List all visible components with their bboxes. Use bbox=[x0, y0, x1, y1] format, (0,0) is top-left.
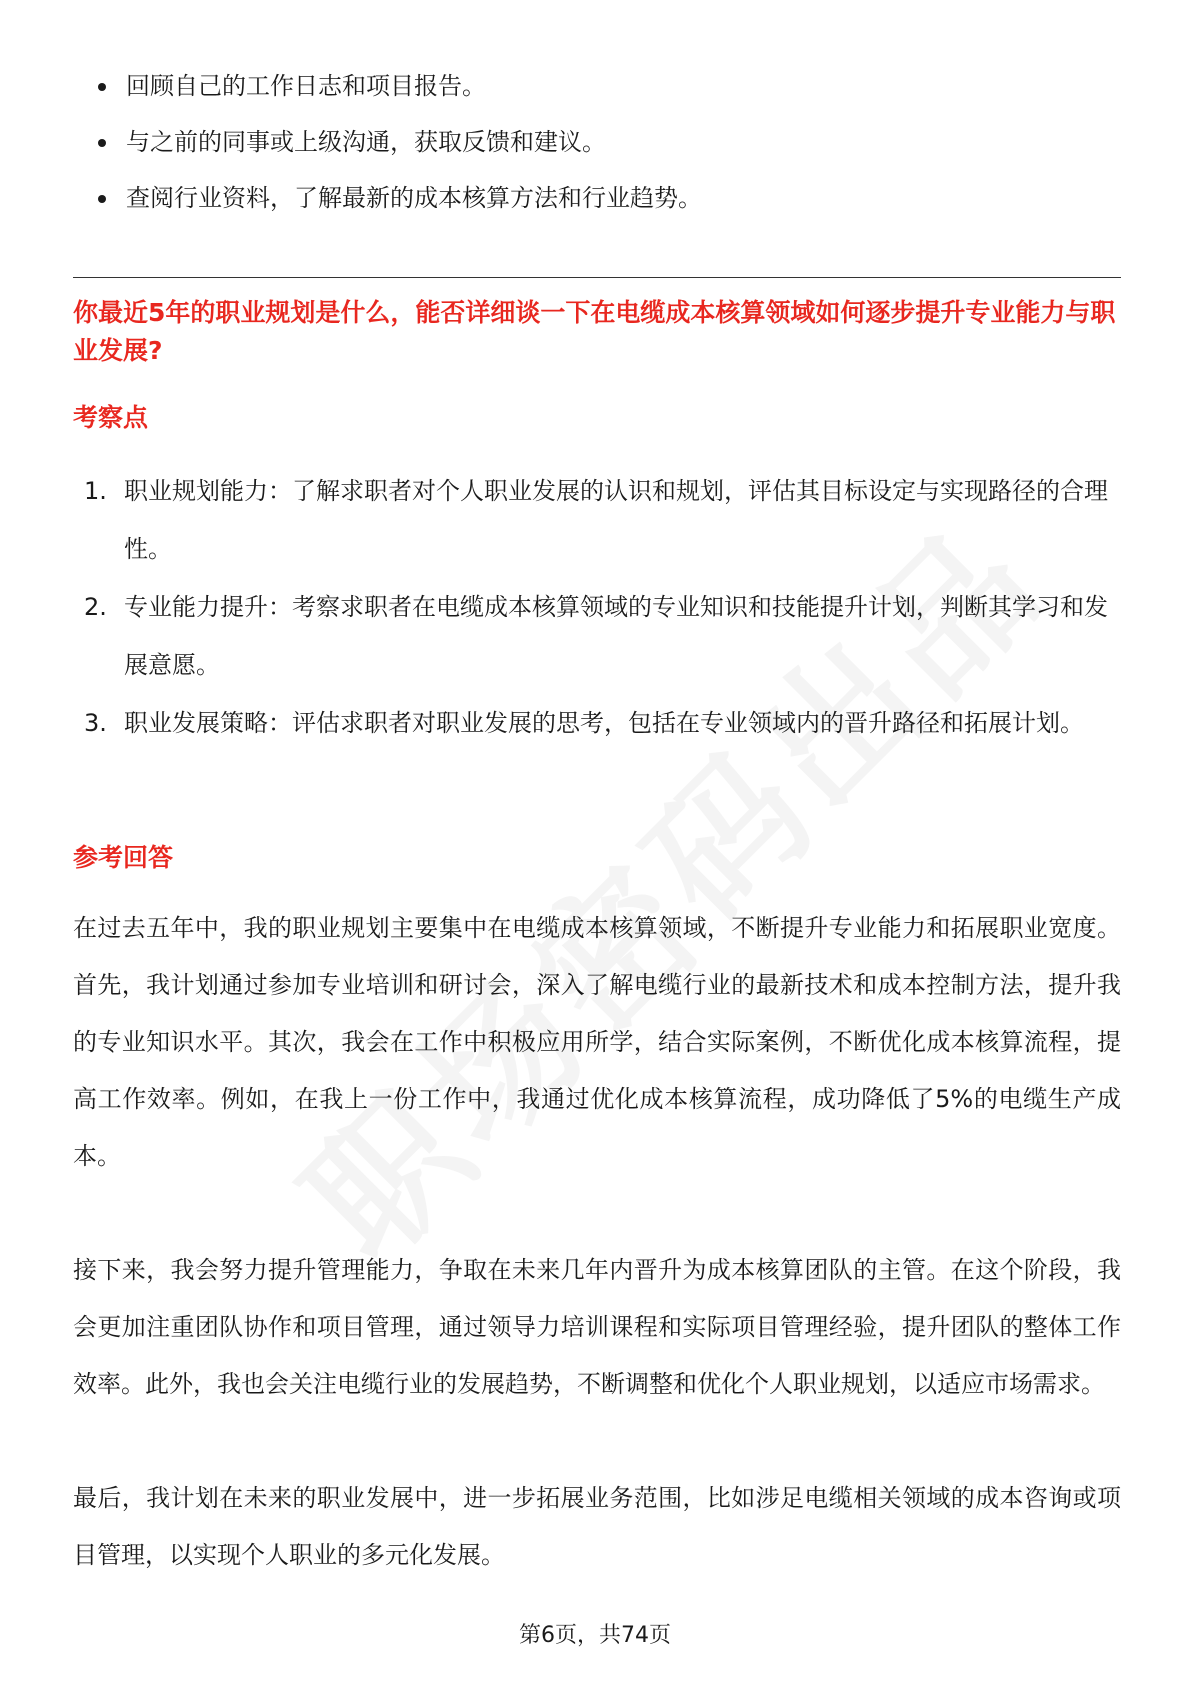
point-item bbox=[84, 694, 1124, 752]
answer-heading: 参考回答 bbox=[73, 843, 174, 872]
point-text: 职业规划能力：了解求职者对个人职业发展的认识和规划，评估其目标设定与实现路径的合理性。 bbox=[124, 477, 1108, 563]
point-text: 专业能力提升：考察求职者在电缆成本核算领域的专业知识和技能提升计划，判断其学习和发展意愿。 bbox=[124, 593, 1108, 679]
point-item bbox=[84, 462, 1124, 578]
point-number: 1. bbox=[84, 477, 107, 505]
bullet-item: 回顾自己的工作日志和项目报告。 bbox=[96, 58, 1096, 114]
section-divider bbox=[73, 277, 1121, 278]
point-number: 3. bbox=[84, 709, 107, 737]
point-item bbox=[84, 578, 1124, 694]
point-number: 2. bbox=[84, 593, 107, 621]
bullet-item: 与之前的同事或上级沟通，获取反馈和建议。 bbox=[96, 114, 1096, 170]
answer-paragraph: 最后，我计划在未来的职业发展中，进一步拓展业务范围，比如涉足电缆相关领域的成本咨询或项目管理，以实现个人职业的多元化发展。 bbox=[73, 1484, 1121, 1569]
answer-paragraph: 在过去五年中，我的职业规划主要集中在电缆成本核算领域，不断提升专业能力和拓展职业宽度。首先，我计划通过参加专业培训和研讨会，深入了解电缆行业的最新技术和成本控制方法，提升我的专业知识水平。其次，我会在工作中积极应用所学，结合实际案例，不断优化成本核算流程，提高工作效率。例如，在我上一份工作中，我通过优化成本核算流程，成功降低了5%的电缆生产成本。 bbox=[73, 914, 1121, 1170]
answer-paragraph: 接下来，我会努力提升管理能力，争取在未来几年内晋升为成本核算团队的主管。在这个阶段，我会更加注重团队协作和项目管理，通过领导力培训课程和实际项目管理经验，提升团队的整体工作效率。此外，我也会关注电缆行业的发展趋势，不断调整和优化个人职业规划，以适应市场需求。 bbox=[73, 1256, 1121, 1398]
points-heading: 考察点 bbox=[73, 403, 149, 432]
question-title: 你最近5年的职业规划是什么，能否详细谈一下在电缆成本核算领域如何逐步提升专业能力与职业发展? bbox=[73, 298, 1116, 365]
point-text: 职业发展策略：评估求职者对职业发展的思考，包括在专业领域内的晋升路径和拓展计划。 bbox=[124, 709, 1084, 737]
points-list bbox=[84, 462, 1124, 752]
page-footer: 第6页，共74页 bbox=[519, 1623, 671, 1648]
bullet-list bbox=[96, 58, 1096, 226]
bullet-item: 查阅行业资料，了解最新的成本核算方法和行业趋势。 bbox=[96, 170, 1096, 226]
